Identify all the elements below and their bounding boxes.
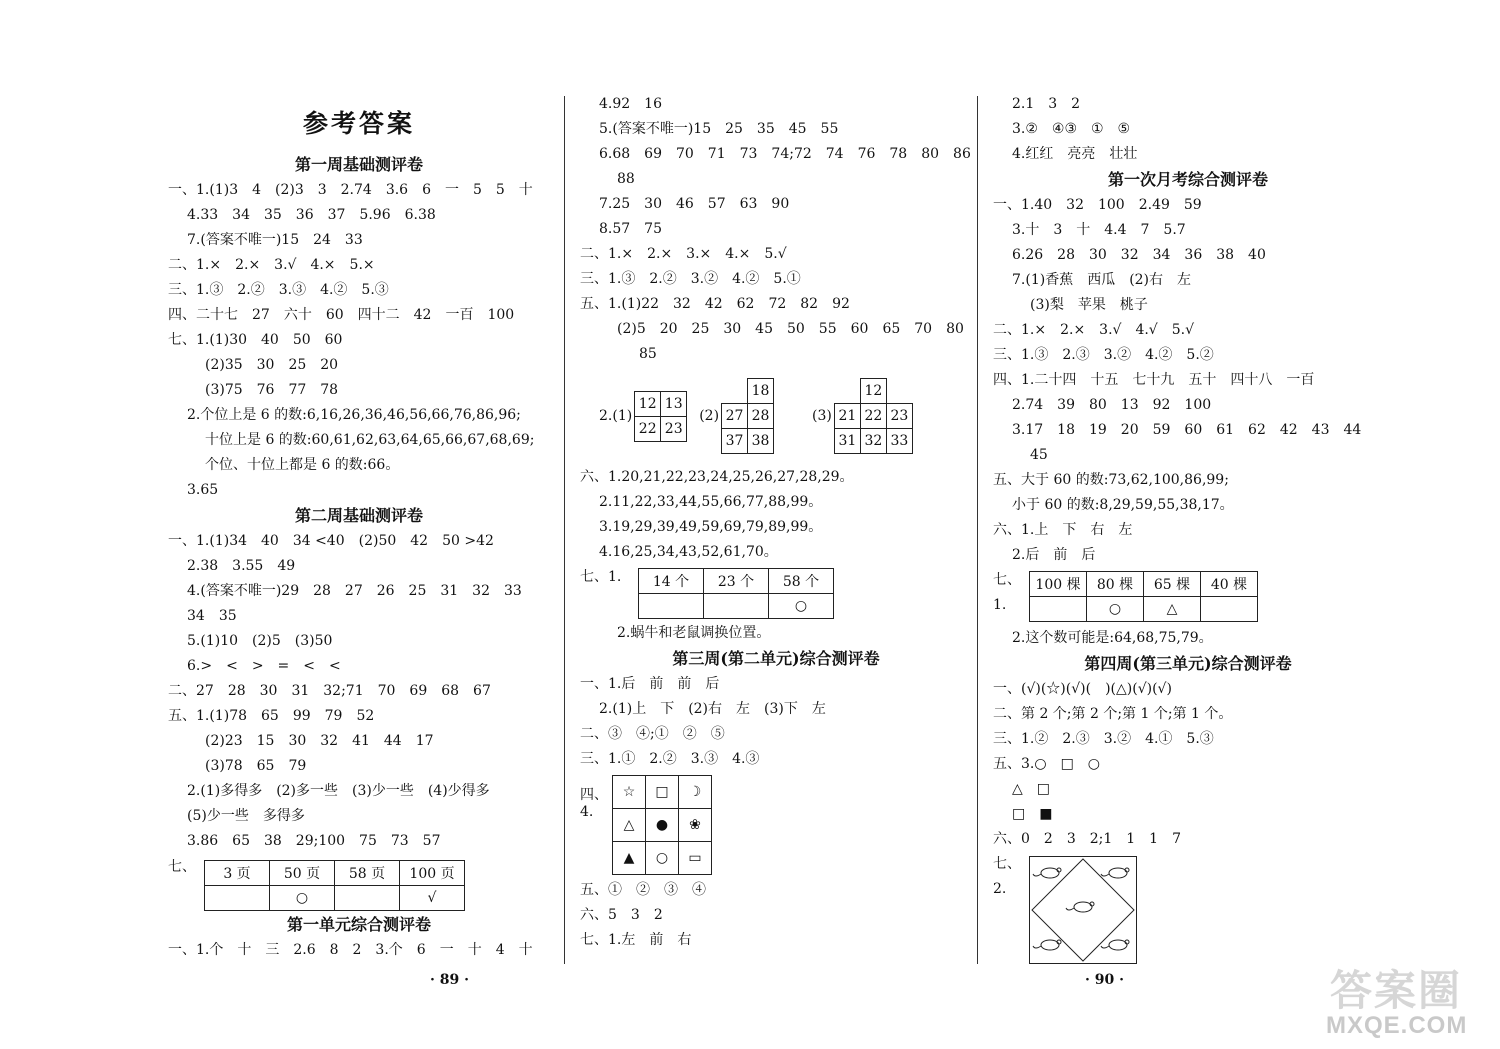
answer-line: 一、1.(1)3 4 (2)3 3 2.74 3.6 6 一 5 5 十 (168, 182, 533, 198)
answer-line: 个位、十位上都是 6 的数:66。 (205, 457, 400, 473)
answer-line: 4.33 34 35 36 37 5.96 6.38 (187, 207, 436, 223)
grid-cell (774, 379, 800, 404)
answer-line: 2.后 前 后 (1012, 547, 1096, 563)
answer-line: 45 (1030, 447, 1048, 463)
grid-cell: 32 (860, 429, 886, 454)
table-cell: 58 个 (769, 569, 834, 594)
answer-line: 七、1.(1)30 40 50 60 (168, 332, 343, 348)
answer-line: 一、(√)(☆)(√)( )(△)(√)(√) (993, 681, 1172, 697)
table-cell (639, 594, 704, 619)
rat-icon (1101, 868, 1129, 878)
answer-line: 一、1.后 前 前 后 (580, 676, 720, 692)
table-cell (704, 594, 769, 619)
count-table-question (580, 565, 972, 621)
question-label: 七、 (168, 859, 196, 875)
section-title: 第三周(第二单元)综合测评卷 (672, 649, 880, 668)
answer-line: 2.个位上是 6 的数:6,16,26,36,46,56,66,76,86,96; (187, 407, 521, 423)
table-cell: 40 棵 (1201, 572, 1258, 597)
grid-cell: 33 (886, 429, 912, 454)
answer-line: △ □ (1012, 781, 1050, 797)
grid-cell: 13 (661, 391, 687, 416)
answer-line: 五、大于 60 的数:73,62,100,86,99; (993, 472, 1229, 488)
grid-cell (834, 379, 860, 404)
table-cell (335, 885, 400, 910)
table-cell: 80 棵 (1087, 572, 1144, 597)
table-cell: 3 页 (205, 860, 270, 885)
answer-line: 五、1.(1)22 32 42 62 72 82 92 (580, 296, 850, 312)
answer-line: 六、5 3 2 (580, 907, 663, 923)
answer-line: (5)少一些 多得多 (187, 808, 305, 824)
answer-line: 一、1.40 32 100 2.49 59 (993, 197, 1202, 213)
section-title: 第一周基础测评卷 (294, 155, 423, 174)
answer-line: 2.38 3.55 49 (187, 558, 296, 574)
answer-line: 6.26 28 30 32 34 36 38 40 (1012, 247, 1266, 263)
number-grid-3 (834, 378, 913, 454)
filled-circle-icon: ● (646, 809, 679, 842)
table-cell: 14 个 (639, 569, 704, 594)
answer-line: 二、③ ④;① ② ⑤ (580, 726, 725, 742)
answer-line: 三、1.② 2.③ 3.② 4.① 5.③ (993, 731, 1214, 747)
answer-line: 4.16,25,34,43,52,61,70。 (599, 544, 778, 560)
answer-line: 二、1.× 2.× 3.√ 4.× 5.× (168, 257, 375, 273)
grid-cell: 22 (860, 404, 886, 429)
question-label: 七、1. (993, 572, 1021, 613)
answer-table (204, 860, 465, 911)
grid-cell: 12 (860, 379, 886, 404)
grid-cell: 23 (886, 404, 912, 429)
grid-cell: 22 (635, 416, 661, 441)
answer-line: 六、1.20,21,22,23,24,25,26,27,28,29。 (580, 469, 854, 485)
grid-cell (774, 429, 800, 454)
rat-diagram-question (993, 852, 1383, 964)
answer-line: 2.(1)多得多 (2)多一些 (3)少一些 (4)少得多 (187, 783, 490, 799)
question-label: 七、1. (580, 569, 622, 585)
answer-line: 2.11,22,33,44,55,66,77,88,99。 (599, 494, 823, 510)
answer-line: 三、1.③ 2.② 3.③ 4.② 5.③ (168, 282, 389, 298)
answer-line: 6.68 69 70 71 73 74;72 74 76 78 80 86 (599, 146, 971, 162)
answer-line: 3.19,29,39,49,59,69,79,89,99。 (599, 519, 823, 535)
answer-line: 五、① ② ③ ④ (580, 882, 706, 898)
question-label: 四、4. (580, 787, 608, 820)
answer-line: □ ■ (1012, 806, 1053, 822)
answer-line: 2.这个数可能是:64,68,75,79。 (1012, 630, 1213, 646)
answer-line: 88 (617, 171, 635, 187)
rat-diagram-svg (1030, 857, 1136, 963)
table-cell: √ (400, 885, 465, 910)
question-label: 2.(1) (599, 408, 633, 424)
answer-line: 二、第 2 个;第 2 个;第 1 个;第 1 个。 (993, 706, 1233, 722)
rat-diagram (1029, 856, 1137, 964)
answer-line: 2.蜗牛和老鼠调换位置。 (617, 625, 771, 641)
answer-line: 3.86 65 38 29;100 75 73 57 (187, 833, 441, 849)
watermark-logo: 答案圈 (1330, 967, 1463, 1014)
section-title: 第一次月考综合测评卷 (1107, 170, 1268, 189)
answer-column-2 (580, 92, 972, 953)
square-icon: □ (646, 776, 679, 809)
question-label: 七、2. (993, 856, 1021, 897)
table-cell: ○ (769, 594, 834, 619)
answer-line: 7.(1)香蕉 西瓜 (2)右 左 (1012, 272, 1192, 288)
grid-cell: 12 (635, 391, 661, 416)
answer-line: 七、1.左 前 右 (580, 932, 692, 948)
rat-icon (1033, 940, 1061, 950)
question-label: (2) (699, 408, 720, 424)
answer-line: 3.65 (187, 482, 219, 498)
answer-line: (2)35 30 25 20 (205, 357, 339, 373)
table-cell (1201, 597, 1258, 622)
shape-grid (612, 775, 712, 875)
table-cell: 100 页 (400, 860, 465, 885)
page-number: · 90 · (1085, 972, 1124, 988)
rat-icon (1066, 902, 1094, 912)
table-cell: 50 页 (270, 860, 335, 885)
answer-line: 四、二十七 27 六十 60 四十二 42 一百 100 (168, 307, 515, 323)
grid-cell: 21 (834, 404, 860, 429)
grid-cell: 18 (748, 379, 774, 404)
grid-cell: 27 (722, 404, 748, 429)
answer-line: 7.(答案不唯一)15 24 33 (187, 232, 363, 248)
rat-icon (1101, 940, 1129, 950)
grid-cell (886, 379, 912, 404)
table-cell: ○ (1087, 597, 1144, 622)
watermark-url: MXQE.COM (1326, 1012, 1468, 1039)
answer-line: 3.十 3 十 4.4 7 5.7 (1012, 222, 1186, 238)
answer-line: 6.> < > = < < (187, 658, 341, 674)
answer-line: 5.(答案不唯一)15 25 35 45 55 (599, 121, 839, 137)
answer-line: (2)23 15 30 32 41 44 17 (205, 733, 434, 749)
answer-line: 四、1.二十四 十五 七十九 五十 四十八 一百 (993, 372, 1315, 388)
answer-line: 7.25 30 46 57 63 90 (599, 196, 790, 212)
table-cell: 100 棵 (1030, 572, 1087, 597)
table-cell: △ (1144, 597, 1201, 622)
answer-line: 2.1 3 2 (1012, 96, 1081, 112)
answer-line: 二、1.× 2.× 3.√ 4.√ 5.√ (993, 322, 1195, 338)
answer-line: 六、0 2 3 2;1 1 1 7 (993, 831, 1181, 847)
answer-line: 34 35 (187, 608, 237, 624)
tree-table-question (993, 568, 1383, 626)
question-label: (3) (812, 408, 832, 424)
grid-cell: 28 (748, 404, 774, 429)
grid-cell: 23 (661, 416, 687, 441)
answer-line: 5.(1)10 (2)5 (3)50 (187, 633, 333, 649)
answer-line: 8.57 75 (599, 221, 662, 237)
answer-line: 十位上是 6 的数:60,61,62,63,64,65,66,67,68,69; (205, 432, 535, 448)
answer-line: 小于 60 的数:8,29,59,55,38,17。 (1012, 497, 1234, 513)
answer-line: (2)5 20 25 30 45 50 55 60 65 70 80 (617, 321, 964, 337)
answer-line: 3.② ④③ ① ⑤ (1012, 121, 1131, 137)
rat-icon (1033, 868, 1061, 878)
answer-line: 三、1.③ 2.③ 3.② 4.② 5.② (993, 347, 1214, 363)
column-divider-left (564, 96, 565, 964)
circle-icon: ○ (646, 842, 679, 875)
answer-line: 三、1.① 2.② 3.③ 4.③ (580, 751, 760, 767)
grid-cell (722, 379, 748, 404)
grid-cell: 38 (748, 429, 774, 454)
page-title: 参考答案 (302, 109, 415, 138)
table-cell: ○ (270, 885, 335, 910)
section-title: 第二周基础测评卷 (294, 506, 423, 525)
answer-line: (3)梨 苹果 桃子 (1030, 297, 1148, 313)
answer-line: (3)75 76 77 78 (205, 382, 339, 398)
answer-line: 一、1.(1)34 40 34 <40 (2)50 42 50 >42 (168, 533, 494, 549)
column-divider-right (977, 96, 978, 964)
table-cell (1030, 597, 1087, 622)
answer-line: (3)78 65 79 (205, 758, 307, 774)
filled-triangle-icon: ▲ (613, 842, 646, 875)
answer-line: 4.红红 亮亮 壮壮 (1012, 146, 1138, 162)
table-cell: 65 棵 (1144, 572, 1201, 597)
number-grid-1 (634, 391, 687, 442)
answer-line: 4.92 16 (599, 96, 662, 112)
answer-line: 一、1.个 十 三 2.6 8 2 3.个 6 一 十 4 十 (168, 942, 533, 958)
table-cell: 23 个 (704, 569, 769, 594)
number-grid-question (580, 367, 972, 465)
page-table-question (168, 854, 550, 912)
table-cell (205, 885, 270, 910)
answer-line: 4.(答案不唯一)29 28 27 26 25 31 32 33 (187, 583, 522, 599)
answer-table (1029, 571, 1258, 622)
section-title: 第一单元综合测评卷 (286, 915, 431, 934)
grid-cell: 31 (834, 429, 860, 454)
flower-icon: ❀ (679, 809, 712, 842)
table-cell: 58 页 (335, 860, 400, 885)
answer-line: 3.17 18 19 20 59 60 61 62 42 43 44 (1012, 422, 1362, 438)
shape-grid-question (580, 772, 972, 878)
answer-line: 六、1.上 下 右 左 (993, 522, 1133, 538)
answer-column-3 (993, 92, 1383, 964)
moon-icon: ☽ (679, 776, 712, 809)
number-grid-2 (721, 378, 800, 454)
answer-table (638, 568, 834, 619)
grid-cell (774, 404, 800, 429)
rectangle-icon: ▭ (679, 842, 712, 875)
answer-line: 2.74 39 80 13 92 100 (1012, 397, 1212, 413)
answer-line: 三、1.③ 2.② 3.② 4.② 5.① (580, 271, 801, 287)
answer-line: 85 (639, 346, 657, 362)
section-title: 第四周(第三单元)综合测评卷 (1084, 654, 1292, 673)
answer-column-1 (168, 92, 550, 963)
star-icon: ☆ (613, 776, 646, 809)
grid-cell: 37 (722, 429, 748, 454)
answer-line: 二、1.× 2.× 3.× 4.× 5.√ (580, 246, 787, 262)
answer-line: 五、1.(1)78 65 99 79 52 (168, 708, 375, 724)
answer-line: 五、3.○ □ ○ (993, 756, 1101, 772)
triangle-icon: △ (613, 809, 646, 842)
answer-line: 二、27 28 30 31 32;71 70 69 68 67 (168, 683, 491, 699)
page-number: · 89 · (430, 972, 469, 988)
answer-line: 2.(1)上 下 (2)右 左 (3)下 左 (599, 701, 826, 717)
